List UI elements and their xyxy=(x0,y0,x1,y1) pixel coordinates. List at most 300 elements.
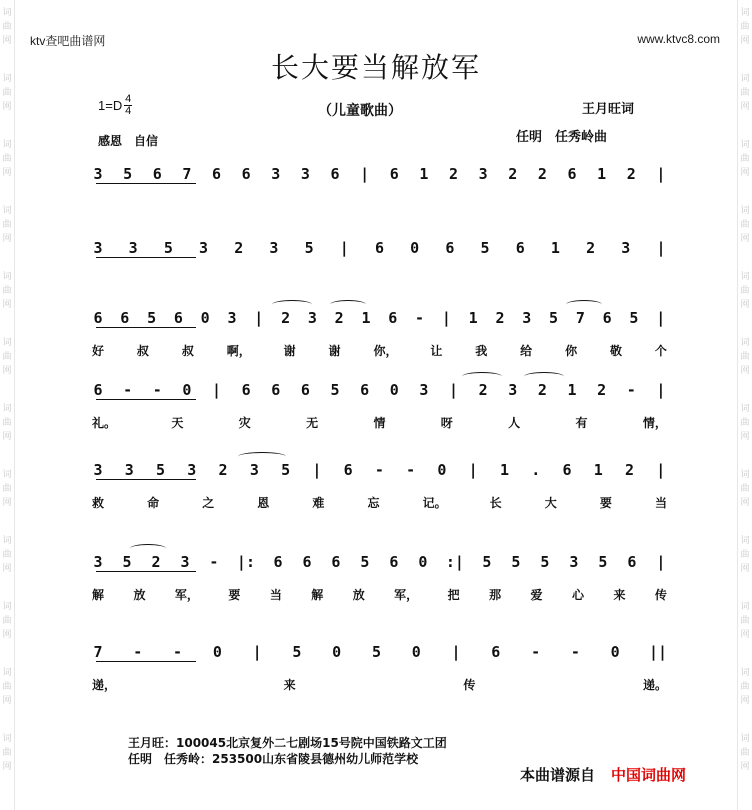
watermark-char: 曲 xyxy=(2,550,12,560)
notation-token: 2 xyxy=(537,381,547,399)
notation-token: 5 xyxy=(629,309,639,327)
notation-token: | xyxy=(448,381,459,399)
watermark-char: 曲 xyxy=(2,616,12,626)
lyrics-line xyxy=(92,676,667,693)
slur-arc xyxy=(462,372,502,381)
lyric-char: 呀 xyxy=(440,416,453,430)
slur-arc xyxy=(524,372,564,381)
lyric-char: 大 xyxy=(544,496,557,510)
lyric-char: 军， xyxy=(394,588,419,602)
lyric-char: 叔 xyxy=(181,344,194,358)
notation-token: 6 xyxy=(241,381,251,399)
watermark-char: 词 xyxy=(740,272,750,282)
watermark-group xyxy=(2,666,11,708)
lyric-char: 来 xyxy=(283,678,296,692)
composer-credit: 任明 任秀岭曲 xyxy=(516,130,608,145)
watermark-char: 网 xyxy=(2,102,12,112)
notation-token: 0 xyxy=(418,553,428,571)
notation-token: 0 xyxy=(410,239,420,257)
lyric-char: 人 xyxy=(508,416,521,430)
notation-token: 2 xyxy=(626,165,636,183)
source-site-name[interactable]: 中国词曲网 xyxy=(611,766,687,784)
watermark-char: 词 xyxy=(2,338,12,348)
notation-token: 5 xyxy=(549,309,559,327)
notation-token: 2 xyxy=(151,553,161,571)
watermark-char: 曲 xyxy=(2,22,12,32)
notation-token: 0 xyxy=(411,643,421,661)
watermark-char: 曲 xyxy=(740,484,750,494)
notation-token: 2 xyxy=(586,239,596,257)
watermark-char: 曲 xyxy=(740,682,750,692)
watermark-group xyxy=(740,204,749,246)
lyrics-line xyxy=(92,586,667,603)
notation-token: 6 xyxy=(627,553,637,571)
lyric-char: 敬 xyxy=(609,344,622,358)
watermark-char: 曲 xyxy=(2,286,12,296)
notation-token: 2 xyxy=(508,165,518,183)
lyric-char: 无 xyxy=(306,416,319,430)
watermark-char: 词 xyxy=(2,470,12,480)
watermark-char: 曲 xyxy=(2,88,12,98)
watermark-char: 网 xyxy=(2,168,12,178)
beam-line xyxy=(96,479,196,480)
watermark-group xyxy=(2,138,11,180)
notation-token: 6 xyxy=(300,381,310,399)
notation-token: 6 xyxy=(567,165,577,183)
time-top: 4 xyxy=(125,93,132,105)
notation-token: 7 xyxy=(575,309,585,327)
notation-token: 5 xyxy=(156,461,166,479)
time-signature xyxy=(124,94,132,117)
watermark-group xyxy=(2,6,11,48)
notation-token: 1 xyxy=(567,381,577,399)
lyric-char: 解 xyxy=(311,588,324,602)
watermark-char: 词 xyxy=(2,536,12,546)
lyric-char: 救 xyxy=(92,496,105,510)
watermark-char: 网 xyxy=(740,762,750,772)
notation-token: | xyxy=(656,381,666,399)
right-watermark-strip xyxy=(737,0,752,810)
watermark-char: 网 xyxy=(740,36,750,46)
notation-token: | xyxy=(441,309,451,327)
notation-token: 6 xyxy=(211,165,222,183)
watermark-group xyxy=(2,402,11,444)
watermark-char: 网 xyxy=(2,696,12,706)
notation-token: 5 xyxy=(540,553,550,571)
watermark-char: 网 xyxy=(740,234,750,244)
lyric-char: 放 xyxy=(133,588,146,602)
notation-token: 5 xyxy=(330,381,340,399)
watermark-char: 曲 xyxy=(740,220,750,230)
watermark-char: 网 xyxy=(740,630,750,640)
site-name-left[interactable]: ktv查吧曲谱网 xyxy=(30,34,106,48)
notation-token: 1 xyxy=(499,461,509,479)
notation-token: 2 xyxy=(478,381,488,399)
lyric-char: 传 xyxy=(463,678,476,692)
watermark-char: 网 xyxy=(2,630,12,640)
notation-token: | xyxy=(656,553,666,571)
slur-arc xyxy=(330,300,366,309)
notation-token: 5 xyxy=(147,309,157,327)
notation-token: 3 xyxy=(271,165,281,183)
lyricist-credit: 王月旺词 xyxy=(582,102,635,117)
genre-label: （儿童歌曲） xyxy=(318,103,402,119)
watermark-char: 网 xyxy=(2,498,12,508)
watermark-char: 词 xyxy=(2,734,12,744)
watermark-char: 网 xyxy=(740,366,750,376)
key-signature xyxy=(98,94,132,117)
notation-token: 3 xyxy=(478,165,488,183)
watermark-char: 曲 xyxy=(740,616,750,626)
notation-token: 2 xyxy=(448,165,459,183)
notation-token: 6 xyxy=(93,381,103,399)
watermark-group xyxy=(740,732,749,774)
lyric-char: 有 xyxy=(575,416,588,430)
notation-token: 0 xyxy=(332,643,342,661)
watermark-char: 曲 xyxy=(740,22,750,32)
left-watermark-strip xyxy=(0,0,15,810)
notation-token: 3 xyxy=(93,165,103,183)
notation-token: 6 xyxy=(388,309,398,327)
lyrics-line xyxy=(92,342,667,359)
notation-token: 6 xyxy=(173,309,183,327)
notation-token: 1 xyxy=(550,239,560,257)
watermark-char: 网 xyxy=(740,498,750,508)
notation-token: 3 xyxy=(621,239,631,257)
notation-token: 6 xyxy=(302,553,312,571)
lyrics-line xyxy=(92,494,667,511)
watermark-group xyxy=(2,468,11,510)
lyric-char: 之 xyxy=(202,496,215,510)
lyric-char: 要 xyxy=(599,496,612,510)
notation-token: 2 xyxy=(281,309,291,327)
notation-token: 3 xyxy=(522,309,532,327)
notation-token: - xyxy=(406,461,416,479)
watermark-char: 曲 xyxy=(2,154,12,164)
watermark-char: 词 xyxy=(740,668,750,678)
watermark-char: 曲 xyxy=(2,418,12,428)
notation-token: 2 xyxy=(597,381,607,399)
lyric-char: 难 xyxy=(312,496,325,510)
time-bottom: 4 xyxy=(125,105,132,117)
slur-arc xyxy=(272,300,312,309)
lyric-char: 你， xyxy=(373,344,398,358)
notation-token: 2 xyxy=(234,239,244,257)
watermark-char: 曲 xyxy=(740,88,750,98)
notation-token: 5 xyxy=(281,461,291,479)
notation-token: 3 xyxy=(307,309,317,327)
watermark-char: 词 xyxy=(740,206,750,216)
watermark-char: 词 xyxy=(740,602,750,612)
notation-token: 3 xyxy=(269,239,279,257)
notation-token: 6 xyxy=(360,381,370,399)
watermark-group xyxy=(740,270,749,312)
notation-token: 5 xyxy=(360,553,370,571)
notation-token: 5 xyxy=(163,239,173,257)
watermark-group xyxy=(2,270,11,312)
notation-token: | xyxy=(252,643,262,661)
watermark-char: 曲 xyxy=(2,352,12,362)
notation-token: 0 xyxy=(212,643,222,661)
notation-token: 3 xyxy=(93,239,103,257)
lyric-char: 给 xyxy=(520,344,533,358)
beam-line xyxy=(96,661,196,662)
watermark-char: 词 xyxy=(2,8,12,18)
lyric-char: 天 xyxy=(171,416,184,430)
watermark-group xyxy=(2,534,11,576)
notation-token: 6 xyxy=(241,165,251,183)
lyric-char: 好 xyxy=(92,344,105,358)
notation-token: |: xyxy=(236,553,255,571)
notation-token: 6 xyxy=(562,461,572,479)
notation-token: | xyxy=(312,461,322,479)
notation-token: | xyxy=(656,309,666,327)
notation-token: - xyxy=(531,643,541,661)
lyric-char: 军， xyxy=(174,588,199,602)
notation-token: - xyxy=(133,643,143,661)
lyric-char: 礼。 xyxy=(92,416,117,430)
notation-token: - xyxy=(415,309,425,327)
lyric-char: 恩 xyxy=(257,496,270,510)
beam-line xyxy=(96,183,196,184)
watermark-char: 词 xyxy=(740,8,750,18)
watermark-char: 词 xyxy=(2,404,12,414)
notation-token: 5 xyxy=(482,553,492,571)
notation-token: 6 xyxy=(331,553,341,571)
notation-token: 3 xyxy=(300,165,310,183)
watermark-char: 词 xyxy=(740,734,750,744)
notation-token: 6 xyxy=(389,553,399,571)
lyric-char: 来 xyxy=(613,588,626,602)
site-url-right[interactable]: www.ktvc8.com xyxy=(637,32,720,46)
notation-token: 3 xyxy=(419,381,429,399)
watermark-group xyxy=(740,666,749,708)
notation-token: | xyxy=(360,165,370,183)
notation-token: 0 xyxy=(610,643,620,661)
lyric-char: 要 xyxy=(228,588,241,602)
lyric-char: 把 xyxy=(447,588,460,602)
notation-token: 6 xyxy=(93,309,103,327)
notation-token: 0 xyxy=(200,309,210,327)
notation-token: - xyxy=(173,643,183,661)
beam-line xyxy=(96,327,196,328)
watermark-char: 曲 xyxy=(740,352,750,362)
notation-token: - xyxy=(123,381,133,399)
notation-token: 3 xyxy=(199,239,209,257)
watermark-char: 曲 xyxy=(740,154,750,164)
source-credit xyxy=(520,764,686,785)
lyric-char: 啊， xyxy=(226,344,251,358)
notation-token: 5 xyxy=(123,165,133,183)
lyric-char: 情 xyxy=(373,416,386,430)
watermark-char: 网 xyxy=(2,432,12,442)
lyric-char: 个 xyxy=(654,344,667,358)
watermark-char: 网 xyxy=(740,432,750,442)
beam-line xyxy=(96,399,196,400)
notation-token: 3 xyxy=(227,309,237,327)
watermark-char: 曲 xyxy=(740,286,750,296)
notation-token: 5 xyxy=(304,239,314,257)
notation-token: 6 xyxy=(389,165,399,183)
notation-token: 6 xyxy=(152,165,162,183)
watermark-char: 词 xyxy=(740,404,750,414)
slur-arc xyxy=(130,544,166,553)
lyric-char: 谢 xyxy=(283,344,296,358)
watermark-char: 词 xyxy=(740,536,750,546)
notation-token: - xyxy=(152,381,162,399)
lyric-char: 灾 xyxy=(238,416,251,430)
notation-token: 3 xyxy=(187,461,197,479)
watermark-char: 网 xyxy=(740,300,750,310)
watermark-group xyxy=(2,204,11,246)
notation-token: 3 xyxy=(508,381,518,399)
lyric-char: 解 xyxy=(92,588,105,602)
watermark-char: 词 xyxy=(2,140,12,150)
slur-arc xyxy=(566,300,602,309)
watermark-char: 网 xyxy=(2,234,12,244)
notation-token: 1 xyxy=(419,165,429,183)
notation-token: 6 xyxy=(330,165,340,183)
notation-token: 6 xyxy=(602,309,612,327)
watermark-char: 词 xyxy=(2,206,12,216)
notation-token: 2 xyxy=(495,309,505,327)
notation-token: | xyxy=(656,461,666,479)
watermark-group xyxy=(2,336,11,378)
notation-token: 3 xyxy=(128,239,138,257)
notation-token: 1 xyxy=(468,309,478,327)
notation-token: 3 xyxy=(124,461,134,479)
lyric-char: 递。 xyxy=(642,678,667,692)
lyric-char: 递， xyxy=(92,678,117,692)
watermark-char: 曲 xyxy=(740,748,750,758)
notation-token: 6 xyxy=(374,239,385,257)
slur-arc xyxy=(238,452,286,461)
watermark-char: 词 xyxy=(740,74,750,84)
watermark-group xyxy=(740,468,749,510)
watermark-char: 网 xyxy=(2,564,12,574)
watermark-char: 曲 xyxy=(2,748,12,758)
lyric-char: 让 xyxy=(430,344,443,358)
notation-token: 6 xyxy=(271,381,281,399)
lyric-char: 长 xyxy=(489,496,502,510)
notation-token: - xyxy=(374,461,384,479)
lyric-char: 情， xyxy=(642,416,667,430)
watermark-group xyxy=(740,138,749,180)
lyric-char: 那 xyxy=(489,588,502,602)
notation-token: - xyxy=(626,381,636,399)
key-label: 1=D xyxy=(98,98,123,113)
lyrics-line xyxy=(92,414,667,431)
lyric-char: 心 xyxy=(571,588,584,602)
notation-token: 5 xyxy=(598,553,608,571)
watermark-group xyxy=(740,402,749,444)
notation-token: 1 xyxy=(593,461,603,479)
lyric-char: 忘 xyxy=(367,496,380,510)
notation-token: 6 xyxy=(343,461,353,479)
lyric-char: 当 xyxy=(269,588,282,602)
lyric-char: 爱 xyxy=(530,588,543,602)
lyric-char: 我 xyxy=(475,344,488,358)
notation-token: 1 xyxy=(361,309,371,327)
source-prefix: 本曲谱源自 xyxy=(520,766,596,784)
watermark-char: 词 xyxy=(2,74,12,84)
notation-token: | xyxy=(211,381,222,399)
notation-token: || xyxy=(648,643,667,661)
notation-token: 0 xyxy=(389,381,399,399)
lyric-char: 命 xyxy=(147,496,160,510)
watermark-char: 曲 xyxy=(740,550,750,560)
notation-token: 6 xyxy=(120,309,130,327)
notation-token: 6 xyxy=(515,239,525,257)
notation-token: 3 xyxy=(93,553,103,571)
watermark-char: 词 xyxy=(2,668,12,678)
notation-token: 5 xyxy=(292,643,302,661)
notation-token: 3 xyxy=(180,553,190,571)
watermark-group xyxy=(740,534,749,576)
notation-token: 6 xyxy=(445,239,455,257)
notation-token: 1 xyxy=(597,165,607,183)
notation-token: | xyxy=(254,309,264,327)
notation-token: | xyxy=(451,643,461,661)
watermark-group xyxy=(2,732,11,774)
beam-line xyxy=(96,257,196,258)
watermark-char: 曲 xyxy=(2,484,12,494)
notation-token: 7 xyxy=(93,643,103,661)
notation-token: 6 xyxy=(491,643,501,661)
lyric-char: 你 xyxy=(565,344,578,358)
lyric-char: 放 xyxy=(352,588,365,602)
notation-token: | xyxy=(656,165,666,183)
notation-token: 5 xyxy=(371,643,381,661)
watermark-char: 网 xyxy=(2,300,12,310)
watermark-char: 曲 xyxy=(2,682,12,692)
notation-token: . xyxy=(531,461,541,479)
watermark-char: 网 xyxy=(740,168,750,178)
watermark-char: 词 xyxy=(2,272,12,282)
watermark-char: 曲 xyxy=(2,220,12,230)
watermark-group xyxy=(740,6,749,48)
watermark-char: 词 xyxy=(2,602,12,612)
watermark-char: 网 xyxy=(740,102,750,112)
notation-token: 5 xyxy=(511,553,521,571)
footer-address-1: 王月旺：100045北京复外二七剧场15号院中国铁路文工团 xyxy=(128,736,447,750)
notation-token: | xyxy=(339,239,349,257)
lyric-char: 传 xyxy=(654,588,667,602)
notation-token: 0 xyxy=(182,381,192,399)
notation-token: | xyxy=(468,461,478,479)
notation-token: 2 xyxy=(537,165,547,183)
notation-token: 5 xyxy=(122,553,132,571)
notation-token: 2 xyxy=(334,309,344,327)
watermark-char: 曲 xyxy=(740,418,750,428)
notation-token: 0 xyxy=(437,461,447,479)
notation-token: 5 xyxy=(480,239,490,257)
watermark-char: 网 xyxy=(740,564,750,574)
lyric-char: 当 xyxy=(654,496,667,510)
watermark-char: 网 xyxy=(740,696,750,706)
watermark-char: 词 xyxy=(740,140,750,150)
watermark-group xyxy=(740,600,749,642)
notation-token: 7 xyxy=(182,165,192,183)
footer-address-2: 任明 任秀岭：253500山东省陵县德州幼儿师范学校 xyxy=(128,752,419,766)
watermark-char: 词 xyxy=(740,338,750,348)
notation-token: 3 xyxy=(93,461,103,479)
watermark-char: 网 xyxy=(2,762,12,772)
notation-token: - xyxy=(209,553,219,571)
notation-token: - xyxy=(570,643,580,661)
watermark-group xyxy=(740,336,749,378)
lyric-char: 记。 xyxy=(422,496,447,510)
